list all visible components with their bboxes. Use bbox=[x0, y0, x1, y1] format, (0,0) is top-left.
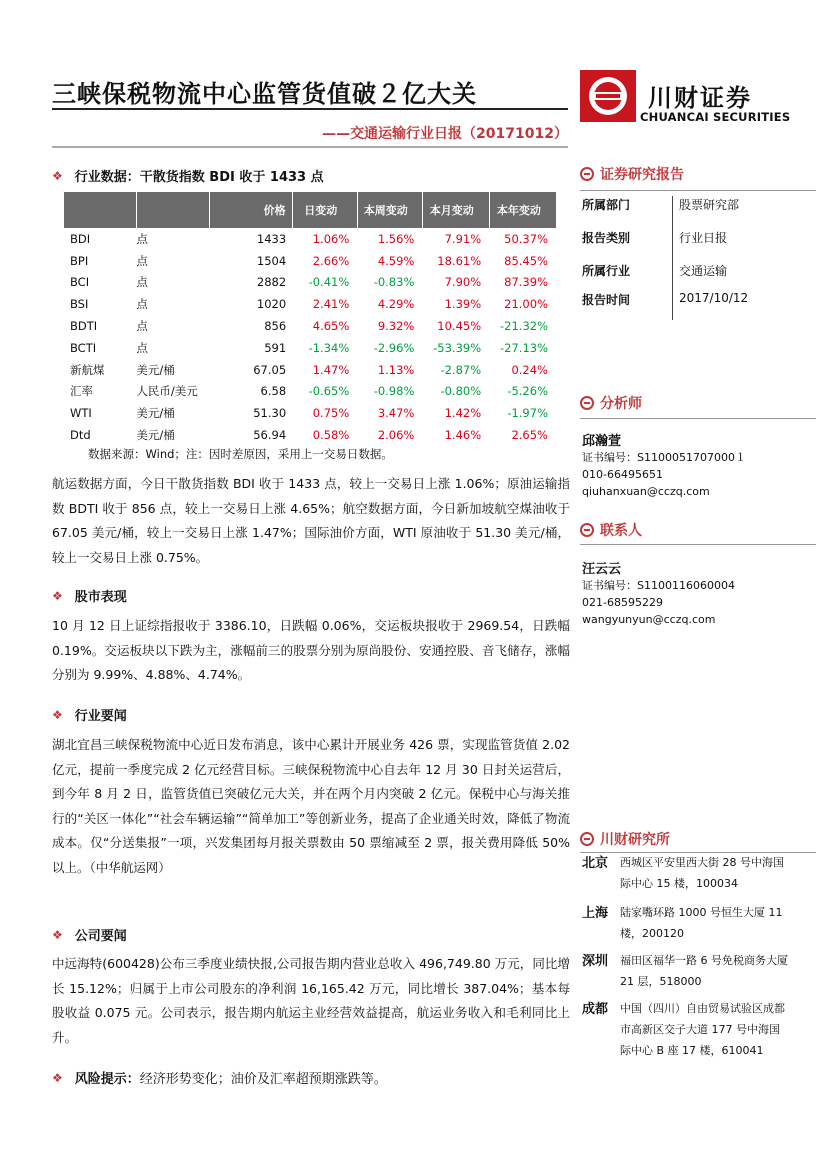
table-cell: 1504 bbox=[256, 253, 287, 268]
market-paragraph: 10 月 12 日上证综指报收于 3386.10，日跌幅 0.06%，交运板块报收于 2969.54，日跌幅 0.19%。交运板块以下跌为主，涨幅前三的股票分别为原尚股份、安通控股、音飞储存，涨幅分别为 9.99%、4.88%、4.74%。 bbox=[52, 618, 570, 682]
company-name: 川财证券 bbox=[648, 84, 752, 112]
sidebar-rule bbox=[580, 544, 816, 545]
table-cell: -53.39% bbox=[433, 340, 482, 355]
table-cell: 67.05 bbox=[253, 362, 287, 377]
table-cell: 点 bbox=[136, 319, 148, 334]
circle-bullet-icon bbox=[580, 396, 594, 410]
info-row: 所属部门 股票研究部 bbox=[582, 196, 818, 229]
table-cell: -5.26% bbox=[507, 384, 548, 399]
circle-bullet-icon bbox=[580, 523, 594, 537]
table-cell: BDTI bbox=[70, 319, 98, 334]
table-cell: 1020 bbox=[256, 297, 287, 312]
table-cell: 2.41% bbox=[312, 297, 350, 312]
table-cell: -2.96% bbox=[373, 340, 415, 355]
table-cell: 2.66% bbox=[312, 253, 350, 268]
diamond-bullet-icon: ❖ bbox=[52, 588, 63, 603]
diamond-bullet-icon: ❖ bbox=[52, 168, 63, 183]
table-cell: WTI bbox=[70, 406, 92, 421]
table-cell: 1.06% bbox=[312, 231, 350, 246]
table-cell: 1433 bbox=[256, 231, 287, 246]
table-cell: 50.37% bbox=[504, 231, 548, 246]
diamond-bullet-icon: ❖ bbox=[52, 707, 63, 722]
diamond-bullet-icon: ❖ bbox=[52, 1070, 63, 1085]
table-row bbox=[64, 359, 556, 381]
table-row bbox=[64, 315, 556, 337]
table-row bbox=[64, 272, 556, 294]
contact-email[interactable]: wangyunyun@cczq.com bbox=[582, 613, 716, 626]
info-row: 所属行业 交通运输 bbox=[582, 262, 818, 291]
table-cell: -0.98% bbox=[373, 384, 415, 399]
table-row bbox=[64, 228, 556, 250]
subtitle-rule bbox=[52, 146, 568, 148]
table-cell: -0.80% bbox=[440, 384, 482, 399]
contact-heading: 联系人 bbox=[580, 520, 642, 540]
report-title: 三峡保税物流中心监管货值破２亿大关 bbox=[52, 79, 477, 108]
office-shanghai: 上海 陆家嘴环路 1000 号恒生大厦 11 楼，200120 bbox=[582, 906, 783, 940]
table-cell: 1.47% bbox=[312, 362, 350, 377]
table-cell: BSI bbox=[70, 297, 89, 312]
table-cell: 人民币/美元 bbox=[136, 384, 198, 399]
table-cell: 7.90% bbox=[444, 275, 482, 290]
table-cell: 56.94 bbox=[253, 428, 287, 443]
table-cell: 点 bbox=[136, 297, 148, 312]
institute-heading: 川财研究所 bbox=[580, 829, 670, 849]
table-cell: 美元/桶 bbox=[136, 362, 175, 377]
table-cell: 0.24% bbox=[511, 362, 548, 377]
table-cell: BCI bbox=[70, 275, 90, 290]
table-cell: 点 bbox=[136, 275, 148, 290]
table-cell: BCTI bbox=[70, 340, 97, 355]
report-subtitle: ——交通运输行业日报（20171012） bbox=[322, 126, 568, 142]
company-paragraph: 中远海特(600428)公布三季度业绩快报,公司报告期内营业总收入 496,749.80 万元，同比增长 15.12%；归属于上市公司股东的净利润 16,165.42 万元，同比增长 387.04%；基本每股收益 0.075 元。公司表示，报告期内航运主业经营效益提高，航运业务收入和毛利同比上升。 bbox=[52, 956, 570, 1045]
table-cell: 9.32% bbox=[377, 319, 415, 334]
table-row bbox=[64, 293, 556, 315]
table-cell: 10.45% bbox=[437, 319, 482, 334]
table-cell: 4.29% bbox=[377, 297, 415, 312]
table-cell: -1.34% bbox=[308, 340, 350, 355]
table-cell: -0.65% bbox=[308, 384, 350, 399]
table-cell: BDI bbox=[70, 231, 91, 246]
table-cell: 21.00% bbox=[504, 297, 548, 312]
table-cell: 18.61% bbox=[437, 253, 482, 268]
table-cell: BPI bbox=[70, 253, 89, 268]
table-cell: -0.83% bbox=[373, 275, 415, 290]
table-cell: 856 bbox=[264, 319, 287, 334]
info-row: 报告类别 行业日报 bbox=[582, 229, 818, 262]
table-cell: 美元/桶 bbox=[136, 406, 175, 421]
office-chengdu: 成都 中国（四川）自由贸易试验区成都市高新区交子大道 177 号中海国际中心 B 座 17 楼，610041 bbox=[582, 1002, 785, 1057]
circle-bullet-icon bbox=[580, 167, 594, 181]
table-cell: 1.42% bbox=[444, 406, 482, 421]
table-header-row: 价格 日变动 本周变动 本月变动 本年变动 bbox=[64, 192, 556, 228]
news-heading: ❖ 行业要闻 bbox=[52, 707, 127, 724]
office-shenzhen: 深圳 福田区福华一路 6 号免税商务大厦 21 层，518000 bbox=[582, 954, 788, 988]
table-cell: 点 bbox=[136, 231, 148, 246]
table-cell: 点 bbox=[136, 340, 148, 355]
industry-data-heading: ❖ 行业数据： 干散货指数 BDI 收于 1433 点 bbox=[52, 168, 324, 185]
analyst-heading: 分析师 bbox=[580, 393, 642, 413]
contact-info: 汪云云 证书编号：S1100116060004 021-68595229 wangyunyun@cczq.com bbox=[582, 558, 818, 628]
table-cell: -0.41% bbox=[308, 275, 350, 290]
diamond-bullet-icon: ❖ bbox=[52, 927, 63, 942]
table-cell: -1.97% bbox=[507, 406, 548, 421]
table-row bbox=[64, 337, 556, 359]
title-rule bbox=[52, 108, 568, 110]
table-cell: 4.65% bbox=[312, 319, 350, 334]
table-cell: 1.39% bbox=[444, 297, 482, 312]
table-cell: 点 bbox=[136, 253, 148, 268]
table-cell: 2.06% bbox=[377, 428, 415, 443]
table-cell: 2882 bbox=[256, 275, 287, 290]
analyst-info: 邱瀚萱 证书编号：S1100051707000１ 010-66495651 qiuhanxuan@cczq.com bbox=[582, 430, 818, 500]
table-row bbox=[64, 381, 556, 403]
table-cell: 3.47% bbox=[377, 406, 415, 421]
table-cell: 美元/桶 bbox=[136, 428, 175, 443]
table-cell: 1.46% bbox=[444, 428, 482, 443]
risk-note: ❖ 风险提示： 经济形势变化；油价及汇率超预期涨跌等。 bbox=[52, 1070, 387, 1087]
table-cell: 0.75% bbox=[312, 406, 350, 421]
table-cell: 87.39% bbox=[504, 275, 548, 290]
sidebar-rule bbox=[580, 190, 816, 191]
circle-bullet-icon bbox=[580, 832, 594, 846]
table-row bbox=[64, 250, 556, 272]
data-source-note: 数据来源：Wind；注：因时差原因，采用上一交易日数据。 bbox=[88, 447, 393, 461]
table-cell: -27.13% bbox=[500, 340, 548, 355]
news-paragraph: 湖北宜昌三峡保税物流中心近日发布消息，该中心累计开展业务 426 票，实现监管货值 2.02 亿元，提前一季度完成 2 亿元经营目标。三峡保税物流中心自去年 12 月 30 日封关运营后，到今年 8 月 2 日，监管货值已突破亿元大关，并在两个月内突破 2 亿元。保税中心与海关推行的“关区一体化”“社会车辆运输”“简单加工”等创新业务，提高了企业通关时效，降低了物流成本。仅“分送集报”一项，兴发集团每月报关票数由 50 票缩减至 2 票，报关费用降低 50%以上。（中华航运网） bbox=[52, 737, 570, 875]
table-cell: 汇率 bbox=[70, 384, 93, 399]
table-cell: 85.45% bbox=[504, 253, 548, 268]
info-row: 报告时间 2017/10/12 bbox=[582, 291, 818, 320]
analyst-email[interactable]: qiuhanxuan@cczq.com bbox=[582, 485, 710, 498]
industry-data-paragraph: 航运数据方面，今日干散货指数 BDI 收于 1433 点，较上一交易日上涨 1.06%；原油运输指数 BDTI 收于 856 点，较上一交易日上涨 4.65%；航空数据方面，今日新加坡航空煤油收于 67.05 美元/桶，较上一交易日上涨 1.47%；国际油价方面，WTI 原油收于 51.30 美元/桶，较上一交易日上涨 0.75%。 bbox=[52, 476, 570, 565]
table-cell: -21.32% bbox=[500, 319, 548, 334]
table-row bbox=[64, 424, 556, 446]
table-cell: 51.30 bbox=[253, 406, 287, 421]
table-cell: 7.91% bbox=[444, 231, 482, 246]
sidebar-rule bbox=[580, 418, 816, 419]
company-name-en: CHUANCAI SECURITIES bbox=[640, 110, 791, 124]
table-cell: 1.13% bbox=[377, 362, 415, 377]
table-cell: 4.59% bbox=[377, 253, 415, 268]
industry-data-table bbox=[64, 192, 556, 446]
market-heading: ❖ 股市表现 bbox=[52, 588, 127, 605]
company-heading: ❖ 公司要闻 bbox=[52, 927, 127, 944]
report-info bbox=[582, 196, 818, 320]
table-cell: 2.65% bbox=[511, 428, 548, 443]
table-cell: -2.87% bbox=[440, 362, 482, 377]
table-cell: 新航煤 bbox=[70, 362, 105, 377]
table-cell: 1.56% bbox=[377, 231, 415, 246]
table-cell: 6.58 bbox=[260, 384, 287, 399]
office-beijing: 北京 西城区平安里西大街 28 号中海国际中心 15 楼，100034 bbox=[582, 856, 784, 890]
table-cell: 0.58% bbox=[312, 428, 350, 443]
report-heading: 证券研究报告 bbox=[580, 164, 684, 184]
table-row bbox=[64, 402, 556, 424]
table-cell: Dtd bbox=[70, 428, 91, 443]
company-logo-icon bbox=[580, 70, 636, 122]
table-cell: 591 bbox=[264, 340, 287, 355]
